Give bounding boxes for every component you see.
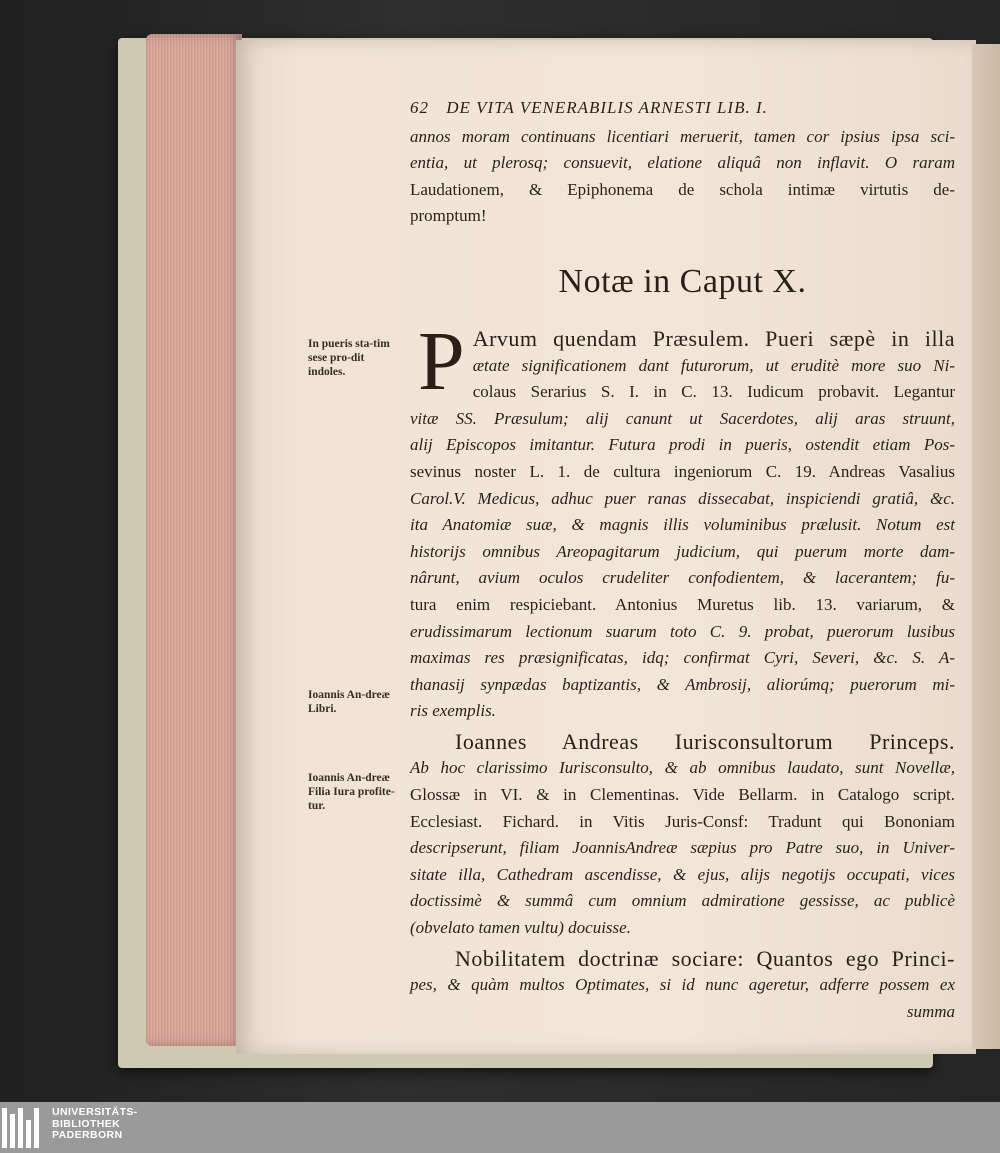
text-line: Carol.V. Medicus, adhuc puer ranas dissecabat, inspiciendi gratiâ, &c. — [410, 488, 955, 508]
library-logo-icon — [2, 1108, 39, 1148]
marginal-note-libri: Ioannis An-dreæ Libri. — [308, 689, 390, 715]
text-line: tura enim respiciebant. Antonius Muretus lib. 13. variarum, & — [410, 594, 955, 614]
page-number: 62 — [410, 98, 429, 117]
library-footer — [0, 1102, 1000, 1153]
page-edges — [146, 34, 242, 1046]
library-name-line: BIBLIOTHEK — [52, 1117, 121, 1130]
catchword: summa — [906, 1001, 955, 1021]
text-line: erudissimarum lectionum suarum toto C. 9. probat, puerorum lusibus — [410, 621, 955, 641]
marginal-note-filia: Ioannis An-dreæ Filia Iura profite-tur. — [308, 772, 395, 812]
text-line: entia, ut plerosq; consuevit, elatione aliquâ non inflavit. O raram — [410, 153, 955, 173]
text-line: Ab hoc clarissimo Iurisconsulto, & ab omnibus laudato, sunt Novellæ, — [410, 758, 955, 778]
text-line: maximas res præsignificatas, idq; confirmat Cyri, Severi, &c. S. A- — [410, 648, 955, 668]
paragraph-3 — [410, 946, 955, 1026]
text-line: Ecclesiast. Fichard. in Vitis Juris-Consf: Tradunt qui Bononiam — [410, 811, 955, 831]
text-line: sevinus noster L. 1. de cultura ingeniorum C. 19. Andreas Vasalius — [410, 461, 955, 481]
running-header — [410, 95, 955, 122]
paragraph-2 — [410, 729, 955, 942]
text-line: (obvelato tamen vultu) docuisse. — [410, 918, 631, 938]
paragraph-1 — [410, 314, 955, 725]
text-line: ris exemplis. — [410, 701, 496, 721]
text-line: historijs omnibus Areopagitarum judicium, qui puerum morte dam- — [410, 541, 955, 561]
library-name-line: PADERBORN — [52, 1129, 123, 1141]
text-line: ætate significationem dant futurorum, ut eruditè more suo Ni- — [472, 355, 955, 375]
text-line: Laudationem, & Epiphonema de schola intimæ virtutis de- — [410, 179, 955, 199]
text-line: alij Episcopos imitantur. Futura prodi in pueris, ostendit etiam Pos- — [410, 435, 955, 455]
text-line: Nobilitatem doctrinæ sociare: Quantos ego Princi- — [455, 945, 955, 971]
section-heading: Notæ in Caput X. — [558, 262, 807, 300]
text-line: descripserunt, filiam JoannisAndreæ sæpius pro Patre suo, in Univer- — [410, 838, 955, 858]
text-line: annos moram continuans licentiari meruerit, tamen cor ipsius ipsa sci- — [410, 126, 955, 146]
library-name-line: UNIVERSITÄTS- — [52, 1106, 138, 1118]
text-line: promptum! — [410, 206, 487, 226]
text-line: sitate illa, Cathedram ascendisse, & ejus, alijs negotijs occupati, vices — [410, 864, 955, 884]
text-line: doctissimè & summâ cum omnium admiratione gessisse, ac publicè — [410, 891, 955, 911]
text-line: thanasij synpædas baptizantis, & Ambrosij, aliorúmq; puerorum mi- — [410, 674, 955, 694]
marginal-note-indoles: In pueris sta-tim sese pro-dit indoles. — [308, 338, 390, 378]
text-line: nârunt, avium oculos crudeliter confodientem, & lacerantem; fu- — [410, 568, 955, 588]
text-line: ita Anatomiæ suæ, & magnis illis voluminibus prælusit. Notum est — [410, 515, 955, 535]
text-line: Arvum quendam Præsulem. Pueri sæpè in illa — [472, 325, 955, 351]
text-line: colaus Serarius S. I. in C. 13. Iudicum probavit. Legantur — [472, 382, 955, 402]
facing-page-edge — [972, 44, 1000, 1049]
text-line: Ioannes Andreas Iurisconsultorum Princeps. — [455, 728, 955, 754]
page-text — [410, 95, 955, 1025]
text-line: Glossæ in VI. & in Clementinas. Vide Bellarm. in Catalogo script. — [410, 785, 955, 805]
running-title: DE VITA VENERABILIS ARNESTI LIB. I. — [446, 98, 768, 117]
drop-cap: P — [418, 314, 465, 408]
library-name — [52, 1107, 138, 1142]
text-line: pes, & quàm multos Optimates, si id nunc ageretur, adferre possem ex — [410, 975, 955, 995]
text-line: vitæ SS. Præsulum; alij canunt ut Sacerdotes, alij aras struunt, — [410, 408, 955, 428]
